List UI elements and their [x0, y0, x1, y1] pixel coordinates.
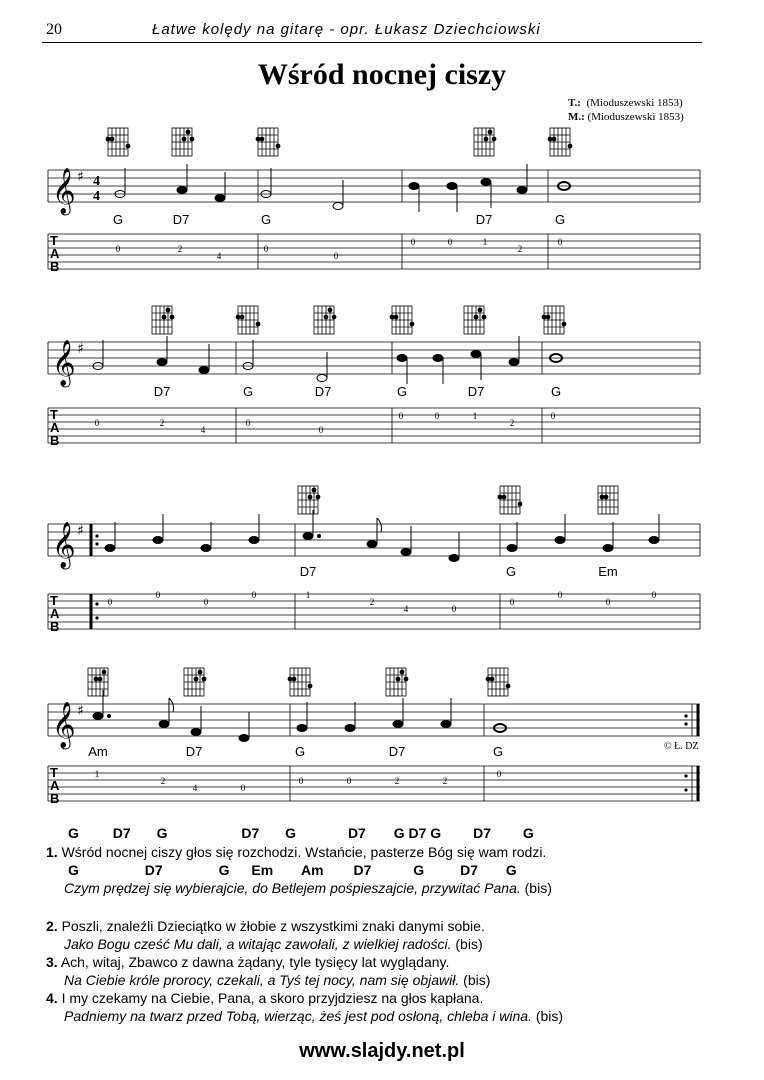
chord-name: D7: [185, 744, 203, 759]
tab-fret: 2: [159, 418, 165, 428]
tab-label-2: [50, 407, 60, 448]
chord-name: G: [554, 212, 566, 227]
tab-fret: 0: [651, 590, 657, 600]
tab-fret: 4: [192, 783, 198, 793]
tab-letter-t: T: [50, 407, 58, 422]
verse-number: 1.: [46, 844, 58, 860]
verse-1-line-1: [46, 844, 546, 860]
verse-2-line-2: [64, 936, 483, 952]
tab-letter-b: B: [50, 791, 60, 806]
lyric-chord: D7: [473, 825, 491, 841]
lyric-chord: D7: [353, 862, 372, 878]
lyric-text: Jako Bogu cześć Mu dali, a witając zawołali, z wielkiej radości.: [64, 936, 452, 952]
tab-fret: 2: [369, 597, 375, 607]
tab-letter-b: B: [50, 619, 60, 634]
lyric-text: Na Ciebie króle prorocy, czekali, a Tyś tej nocy, nam się objawił.: [64, 972, 460, 988]
sharp-key-icon: ♯: [77, 341, 84, 357]
website-link[interactable]: www.slajdy.net.pl: [299, 1040, 465, 1062]
chord-name: D7: [467, 384, 485, 399]
tab-fret: 0: [333, 251, 339, 261]
chord-name: G: [294, 744, 306, 759]
tab-letter-a: A: [50, 606, 60, 621]
chord-name: D7: [172, 212, 190, 227]
text-credit: (Mioduszewski 1853): [586, 97, 683, 109]
tab-fret: 2: [517, 244, 523, 254]
lyric-chord: G: [68, 825, 79, 841]
tab-letter-a: A: [50, 778, 60, 793]
music-credit: (Mioduszewski 1853): [587, 111, 684, 123]
time-sig-bottom: 4: [93, 189, 100, 204]
note-quarter: [215, 195, 225, 202]
lyric-chord: Em: [251, 862, 274, 878]
tab-fret: 0: [115, 244, 121, 254]
treble-clef-icon: 𝄞: [52, 522, 76, 568]
treble-clef-icon: 𝄞: [52, 168, 76, 214]
lyric-text: Ach, witaj, Zbawco z dawna żądany, tyle tysięcy lat wyglądany.: [60, 954, 450, 970]
lyric-chord: G: [156, 825, 168, 841]
tab-letter-a: A: [50, 420, 60, 435]
chord-diagrams-row-2: [152, 306, 566, 334]
chord-diagrams-row-3: [298, 486, 618, 514]
tab-staff-1: [48, 234, 700, 269]
tab-fret: 0: [240, 783, 246, 793]
treble-staff-4: [48, 704, 700, 736]
repeat-dot: [684, 722, 687, 725]
chord-name: D7: [314, 384, 332, 399]
note-quarter: [177, 187, 187, 194]
chord-diagram-g: [548, 128, 572, 156]
tab-letter-b: B: [50, 259, 60, 274]
lyric-text: Poszli, znaleźli Dzieciątko w żłobie z wszystkimi znaki danymi sobie.: [61, 918, 485, 934]
tab-letter-t: T: [50, 233, 58, 248]
tab-fret: 2: [509, 418, 515, 428]
tab-fret: 2: [442, 776, 448, 786]
verse-number: 2.: [46, 918, 58, 934]
tab-fret: 1: [482, 237, 488, 247]
chord-name: Am: [88, 744, 108, 759]
lyric-chord: G: [285, 825, 297, 841]
chord-name: G: [396, 384, 408, 399]
chord-name: D7: [299, 564, 317, 579]
lyric-chord: D7: [347, 825, 366, 841]
notes-system-1: [115, 164, 570, 212]
note-half: [333, 203, 343, 210]
tab-fret: 0: [251, 590, 257, 600]
chord-name: G: [112, 212, 124, 227]
bis-marker: (bis): [455, 936, 483, 952]
sharp-key-icon: ♯: [77, 703, 84, 719]
tab-staff-2: [48, 408, 700, 443]
chord-name: D7: [475, 212, 493, 227]
tab-fret: 0: [107, 597, 113, 607]
tab-fret: 0: [496, 769, 502, 779]
chord-diagrams-row-4: [88, 668, 510, 696]
tab-fret: 0: [509, 597, 515, 607]
tab-fret: 1: [305, 590, 311, 600]
lyric-text: Padniemy na twarz przed Tobą, wierząc, żeś jest pod osłoną, chleba i wina.: [64, 1008, 532, 1024]
note-quarter: [481, 179, 491, 186]
verse-number: 4.: [46, 990, 58, 1006]
tab-fret: 0: [318, 425, 324, 435]
chord-names-3: [300, 564, 618, 579]
chord-name: D7: [388, 744, 406, 759]
tab-staff-4: [48, 766, 700, 801]
lyric-chord: D7: [144, 862, 163, 878]
lyric-chord: G: [218, 862, 230, 878]
lyric-chord: G: [522, 825, 534, 841]
chord-name: G: [492, 744, 504, 759]
chord-line-1: [68, 825, 534, 841]
tab-fret: 0: [410, 237, 416, 247]
chord-name: Em: [598, 564, 618, 579]
verse-4-line-1: [46, 990, 483, 1006]
verse-3-line-2: [64, 972, 490, 988]
note-quarter: [409, 183, 419, 190]
page-number: 20: [46, 21, 62, 38]
chord-diagram-g: [106, 128, 130, 156]
lyric-chord: D7: [460, 862, 478, 878]
sharp-key-icon: ♯: [77, 169, 84, 185]
text-credit-label: T.:: [568, 97, 581, 109]
repeat-dot: [95, 534, 98, 537]
sharp-key-icon: ♯: [77, 523, 84, 539]
tab-label-1: [50, 233, 60, 274]
tab-fret: 0: [557, 590, 563, 600]
tab-fret: 1: [472, 411, 478, 421]
bis-marker: (bis): [463, 972, 491, 988]
tab-letter-a: A: [50, 246, 60, 261]
notes-system-3: [105, 510, 659, 562]
tab-fret: 0: [298, 776, 304, 786]
tab-fret: 0: [346, 776, 352, 786]
verse-2-line-1: [46, 918, 485, 934]
treble-staff-2: [48, 342, 700, 374]
chord-name: G: [242, 384, 254, 399]
chord-diagram-d7: [172, 128, 194, 156]
tab-fret: 2: [394, 776, 400, 786]
treble-staff-1: [48, 170, 700, 202]
time-sig-top: 4: [93, 174, 100, 189]
verse-4-line-2: [64, 1008, 563, 1024]
tab-fret: 0: [245, 418, 251, 428]
lyric-chord: G D7 G: [393, 825, 442, 841]
lyric-chord: G: [505, 862, 517, 878]
lyric-chord: Am: [301, 862, 324, 878]
treble-clef-icon: 𝄞: [52, 340, 76, 386]
tab-label-3: [50, 593, 60, 634]
chord-diagrams-row-1: [106, 128, 572, 156]
tab-fret: 1: [94, 769, 100, 779]
note-quarter: [447, 183, 457, 190]
repeat-dot: [684, 714, 687, 717]
bis-marker: (bis): [535, 1008, 564, 1024]
copyright: © Ł. DZ: [664, 741, 699, 752]
notes-system-4: [93, 690, 506, 742]
chord-name: D7: [153, 384, 171, 399]
verse-3-line-1: [46, 954, 449, 970]
staff-system-2: [48, 306, 700, 448]
tab-letter-t: T: [50, 593, 58, 608]
staff-system-3: [48, 486, 700, 634]
staff-system-4: [48, 668, 700, 806]
tab-fret: 0: [398, 411, 404, 421]
lyric-chord: G: [413, 862, 425, 878]
chord-names-1: [113, 212, 565, 227]
tab-fret: 0: [447, 237, 453, 247]
verse-number: 3.: [46, 954, 58, 970]
lyric-text: I my czekamy na Ciebie, Pana, a skoro przyjdziesz na głos kapłana.: [61, 990, 484, 1006]
chord-names-2: [154, 384, 561, 399]
lyric-chord: G: [68, 862, 79, 878]
tab-fret: 4: [216, 251, 222, 261]
lyric-chord: D7: [241, 825, 260, 841]
tab-fret: 0: [155, 590, 161, 600]
lyric-text: Wśród nocnej ciszy głos się rozchodzi. Wstańcie, pasterze Bóg się wam rodzi.: [61, 844, 547, 860]
lyric-text: Czym prędzej się wybierajcie, do Betlejem pośpieszajcie, przywitać Pana.: [64, 880, 521, 896]
tab-label-4: [50, 765, 60, 806]
verse-1-line-2: [64, 880, 552, 896]
chord-diagram-d7: [474, 128, 496, 156]
tab-fret: 2: [177, 244, 183, 254]
note-quarter: [517, 187, 527, 194]
tab-fret: 0: [550, 411, 556, 421]
tab-fret: 0: [557, 237, 563, 247]
tab-fret: 0: [605, 597, 611, 607]
lyric-chord: D7: [112, 825, 131, 841]
tab-fret: 2: [160, 776, 166, 786]
chord-name: G: [505, 564, 517, 579]
book-title: Łatwe kolędy na gitarę - opr. Łukasz Dziechciowski: [152, 21, 541, 38]
repeat-dot: [95, 542, 98, 545]
tab-letter-t: T: [50, 765, 58, 780]
chord-names-4: [88, 744, 503, 759]
tab-letter-b: B: [50, 433, 60, 448]
tab-fret: 0: [203, 597, 209, 607]
tab-fret: 0: [451, 604, 457, 614]
staff-system-1: [48, 128, 700, 274]
treble-clef-icon: 𝄞: [52, 702, 76, 748]
chord-name: G: [550, 384, 562, 399]
tab-fret: 0: [263, 244, 269, 254]
tab-fret: 0: [434, 411, 440, 421]
song-title: Wśród nocnej ciszy: [257, 58, 507, 91]
tab-fret: 4: [403, 604, 409, 614]
chord-line-2: [68, 862, 517, 878]
chord-name: G: [260, 212, 272, 227]
tab-fret: 4: [200, 425, 206, 435]
chord-diagram-g: [256, 128, 280, 156]
treble-staff-3: [48, 524, 700, 556]
bis-marker: (bis): [524, 880, 552, 896]
tab-fret: 0: [94, 418, 100, 428]
notes-system-2: [93, 336, 562, 384]
music-credit-label: M.:: [568, 111, 585, 123]
